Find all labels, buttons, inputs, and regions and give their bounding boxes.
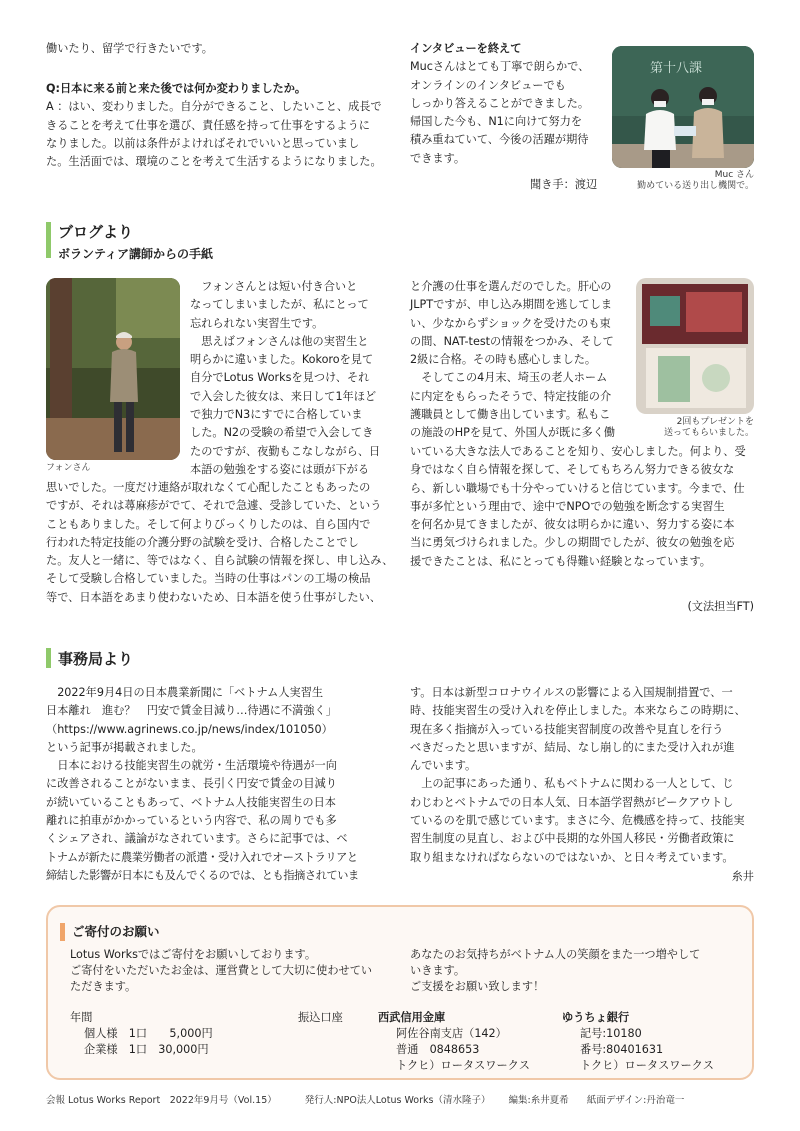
footer-design: 紙面デザイン:丹治竜一	[586, 1095, 685, 1106]
blog-section-bar	[46, 222, 51, 258]
blog-left-full: 思いでした。一度だけ連絡が取れなくて心配したこともあったの ですが、それは蕁麻疹がでて、それで急遽、受診していた、という こともありました。そして何よりびっくりしたのは、自ら国内で 行われた特定技能の介護分野の試験を受け、合格したことでし た。友人と一緒に、等ではなく、自ら試験の情報を探し、申し込み、 そして受験し合格していました。当時の仕事はパンの工場の検品 等で、日本語をあまり使わないため、日本語を使う仕事がしたい、	[46, 481, 394, 604]
interview-answer-line: A ：はい、変わりました。自分ができること、したいこと、成長で	[46, 100, 382, 114]
footer-report: 会報 Lotus Works Report 2022年9月号（Vol.15）	[46, 1095, 277, 1106]
interview-end-line: オンラインのインタビューでも	[410, 78, 566, 92]
donation-left-text: Lotus Worksではご寄付をお願いしております。 ご寄付をいただいたお金は、運営費として大切に使わせてい ただきます。	[70, 948, 373, 993]
interview-answer-line: なりました。以前は条件がよければそれでいいと思っていまし	[46, 136, 360, 150]
blog-left-wrapped: フォンさんとは短い付き合いと なってしまいましたが、私にとって 忘れられない実習生です。 思えばフォンさんは他の実習生と 明らかに違いました。Kokoroを見て 自分でLotus Worksを見つけ、それ で入会した彼女は、来日して1年ほど で独力でN3にすでに合格していま した。N2の受験の希望で入会してき たのですが、夜勤もこなしながら、日 本語の勉強をする姿には頭が下がる	[190, 280, 381, 476]
present-photo	[636, 278, 754, 414]
interview-question: Q:日本に来る前と来た後では何か変わりましたか。	[46, 82, 307, 95]
footer-publisher: 発行人:NPO法人Lotus Works（清水隆子）	[304, 1095, 491, 1106]
donation-bar	[60, 923, 65, 941]
bank-yucho: ゆうちょ銀行 記号:10180 番号:80401631 トクヒ）ロータスワークス	[562, 1011, 714, 1072]
office-signature: 糸井	[731, 870, 754, 883]
office-title: 事務局より	[58, 650, 134, 668]
annual-label: 年間	[70, 1011, 93, 1024]
donation-box	[46, 905, 754, 1080]
interview-end-line: 帰国した今も、N1に向けて努力を	[410, 115, 583, 129]
footer-editor: 編集:糸井夏希	[508, 1095, 569, 1106]
interviewer: 聞き手：渡辺	[530, 178, 598, 191]
present-photo-caption: 2回もプレゼントを 送ってもらいました。	[663, 417, 754, 438]
interview-end-line: Mucさんはとても丁寧で朗らかで、	[410, 60, 590, 74]
interview-qa	[46, 80, 396, 171]
office-right-text: す。日本は新型コロナウイルスの影響による入国規制措置で、一 時、技能実習生の受け入れを停止しました。本来ならこの時期に、 現在多く指摘が入っている技能実習制度の改善や見直しを行う べきだったと思いますが、結局、なし崩し的にまた受け入れが進 んでいます。 上の記事にあった通り、私もベトナムに関わる一人として、じ わじわとベトナムでの日本人気、日本語学習熱がピークアウトし ているのを肌で感じています。まさに今、危機感を持って、技能実 習生制度の見直し、および中長期的な外国人移民・労働者政策に 取り組まなければならないのではないか、と日々考えています。	[410, 686, 746, 864]
blog-right-wrapped: と介護の仕事を選んだのでした。肝心の JLPTですが、申し込み期間を逃してしま い、少なからずショックを受けたのも束 の間、NAT-testの情報をつかみ、そして 2級に合格。その時も感心しました。 そしてこの4月末、埼玉の老人ホーム に内定をもらったそうで、特定技能の介 護職員として働き出しています。私もこ の施設のHPを見て、外国人が既に多く働	[410, 280, 616, 440]
interview-answer-line: た。生活面では、環境のことを考えて生活するようになりました。	[46, 155, 382, 169]
blog-title: ブログより	[58, 223, 134, 241]
muc-photo-caption: Muc さん 勤めている送り出し機関で。	[637, 170, 754, 191]
interview-end-line: しっかり答えることができました。	[410, 96, 590, 110]
blog-heading	[58, 221, 213, 262]
donation-title: ご寄付のお願い	[72, 924, 160, 939]
bank-seibu: 西武信用金庫 阿佐谷南支店（142） 普通 0848653 トクヒ）ロータスワークス	[378, 1011, 530, 1072]
interview-conclusion	[410, 40, 610, 168]
donation-fees	[70, 1010, 213, 1058]
interview-end-line: 積み重ねていて、今後の活躍が期待	[410, 133, 589, 147]
blog-right-full: いている大きな法人であることを知り、安心しました。何より、受 身ではなく自ら情報を探して、そしてもちろん努力できる彼女な ら、新しい職場でも十分やっていけると信じています。今まで、仕 事が多忙という理由で、途中でNPOでの勉強を断念する実習生 を何名か見てきましたが、彼女は明らかに違い、努力する姿に本 当に勇気づけられました。少しの期間でしたが、彼女の勉強を応 援できたことは、私にとっても得難い経験となっています。	[410, 445, 746, 568]
interview-answer-line: きることを考えて仕事を選び、責任感を持って仕事をするように	[46, 118, 370, 132]
interview-end-title: インタビューを終えて	[410, 42, 522, 55]
individual-fee: 個人様 1口 5,000円	[84, 1027, 213, 1040]
muc-photo	[612, 46, 754, 168]
phuong-photo	[46, 278, 180, 460]
corporate-fee: 企業様 1口 30,000円	[84, 1043, 209, 1056]
interview-top-line: 働いたり、留学で行きたいです。	[46, 42, 213, 55]
office-left-text: 2022年9月4日の日本農業新聞に「ベトナム人実習生 日本離れ 進む？ 円安で賃金目減り…待遇に不満強く」 （https://www.agrinews.co.jp/news/index/101050） という記事が掲載されました。 日本における技能実習生の就労・生活環境や待遇が一向 に改善されることがないまま、長引く円安で賃金の目減り が続いていることもあって、ベトナム人技能実習生の日本 離れに拍車がかかっているという内容で、私の周りでも多 くシェアされ、議論がなされています。さらに記事では、ベ トナムが新たに農業労働者の派遣・受け入れでオーストラリアと 締結した影響が日本にも及んでくるのでは、とも指摘されていま	[46, 686, 359, 882]
blog-signature: (文法担当FT)	[687, 600, 754, 613]
donation-right-text: あなたのお気持ちがベトナム人の笑顔をまた一つ増やして いきます。 ご支援をお願い致します！	[410, 948, 701, 993]
office-section-bar	[46, 648, 51, 668]
phuong-photo-caption: フォンさん	[46, 463, 91, 473]
interview-end-line: できます。	[410, 151, 466, 165]
blog-subtitle: ボランティア講師からの手紙	[58, 247, 214, 261]
transfer-label: 振込口座	[298, 1011, 343, 1024]
footer	[46, 1092, 684, 1106]
board-text: 第十八課	[650, 61, 703, 76]
